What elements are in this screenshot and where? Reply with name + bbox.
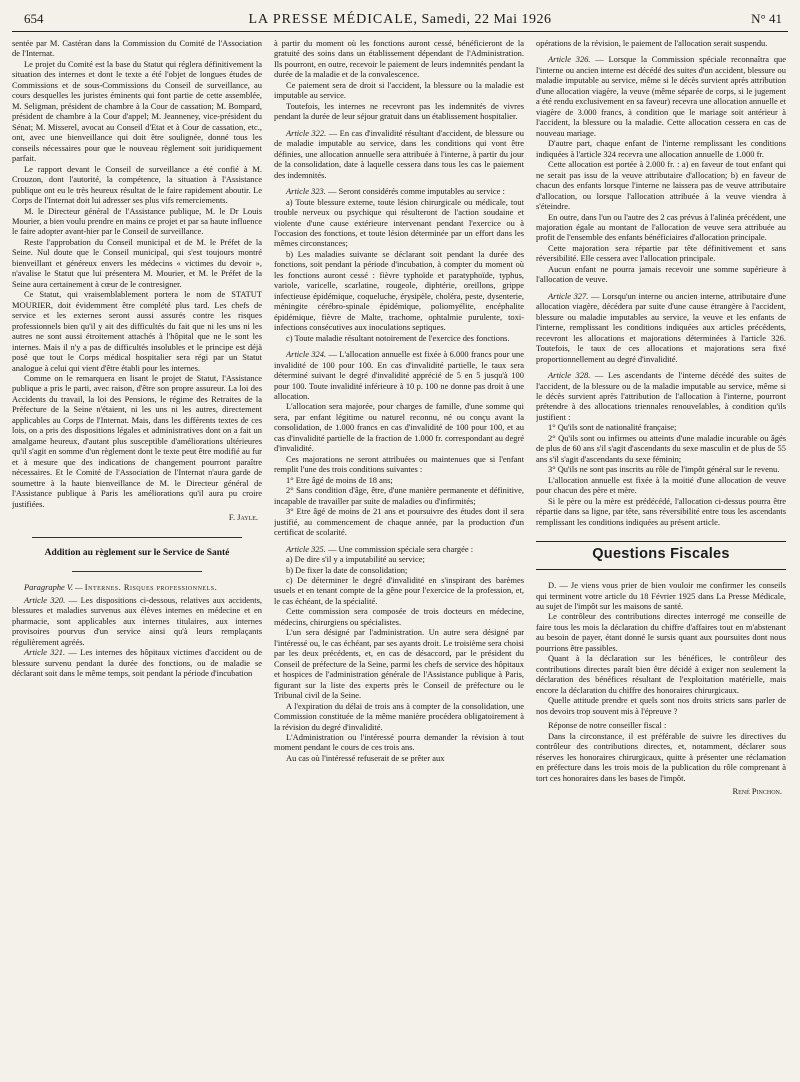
paragraph: L'Administration ou l'intéressé pourra demander la révision à tout moment pendant le cours de ces trois ans.: [274, 732, 524, 753]
paragraph: L'un sera désigné par l'administration. Un autre sera désigné par l'intéressé ou, le cas échéant, par ses ayants droit. Le troisième sera choisi par les deux précédents, et, en cas de désaccord, par le président du Conseil de préfecture de la Seine, parmi les chefs de service des hôpitaux et hospices de l'administration générale de l'Assistance publique à Paris, figurant sur la liste des experts près le Conseil de préfecture ou le Tribunal civil de la Seine.: [274, 627, 524, 701]
paragraph: Quant à la déclaration sur les bénéfices, le contrôleur des contributions directes paraît bien être décidé à exiger non seulement la déclaration des bénéfices résultant de l'exploitation matérielle, mais encore la déclaration du chiffre des honoraires chirurgicaux.: [536, 653, 786, 695]
paragraph: En outre, dans l'un ou l'autre des 2 cas prévus à l'alinéa précédent, une majoration égale au montant de l'allocation de veuve sera attribuée au profit de l'ensemble des enfants bénéficiaires d'allocation principale.: [536, 211, 786, 243]
paragraph: Cette commission sera composée de trois docteurs en médecine, médecins, chirurgiens ou spécialistes.: [274, 606, 524, 627]
list-item: a) De dire s'il y a imputabilité au service;: [286, 554, 425, 565]
article-325: [274, 544, 524, 554]
article-text: — Seront considérés comme imputables au service :: [325, 186, 505, 197]
list-item: c) Toute maladie résultant notoirement de l'exercice des fonctions.: [286, 332, 510, 343]
paragraph: Le rapport devant le Conseil de surveillance a été confié à M. Crouzon, dont l'autorité, la compétence, la situation à l'Assistance publique ont eu le très heureux résultat de le faire rapidement aboutir. Le Corps de l'Internat doit lui adresser ses plus vifs remerciements.: [12, 163, 262, 206]
paragraph: opérations de la révision, le paiement de l'allocation serait suspendu.: [536, 38, 768, 48]
section-header-box: [536, 541, 786, 570]
column-2: [274, 38, 524, 1078]
article-text: — En cas d'invalidité résultant d'accident, de blessure ou de maladie imputable au service, dans les conditions qui vont être définies, une allocation annuelle sera attribuée à l'interne, à partir du jour de la consolidation, date à laquelle cessera dans tous les cas le paiement des indemnités.: [274, 127, 524, 180]
paragraph: Cette majoration sera répartie par tête définitivement et sans réversibilité. Elle cessera avec l'allocation principale.: [536, 242, 786, 264]
columns: [12, 38, 788, 1078]
article-327: [536, 291, 786, 364]
paragraph: Reste l'approbation du Conseil municipal et de M. le Préfet de la Seine. Nul doute que le Conseil municipal, qui s'est toujours montré bienveillant et généreux envers les médecins « victimes du devoir », n'avalise le Statut que lui présentera M. Mourier, et M. le Préfet de la Seine aura certainement à cœur de le contresigner.: [12, 236, 262, 289]
paragraph: Le contrôleur des contributions directes interrogé me conseille de faire tous les mois la déclaration du chiffre d'affaires tout en m'abstenant au besoin de payer, étant donné le sursis quant aux poursuites dont nous pourrions être passibles.: [536, 611, 786, 653]
article-328: [536, 370, 786, 422]
section-title: Addition au règlement sur le Service de Santé: [44, 547, 230, 558]
paragraph: Comme on le remarquera en lisant le projet de Statut, l'Assistance publique a pris le parti, avec raison, d'être son propre assureur. La loi des Accidents du travail, la loi des Pensions, le régime des Retraites de la Préfecture de la Seine n'étaient, ni les uns ni les autres, directement applicables au Corps de l'Internat. Mais, dans les différents textes de ces lois, on a pris des dispositions légales et administratives dont on a fait un amalgame heureux, d'autant plus susceptible d'améliorations ultérieures qu'il s'agit en somme d'un règlement dont le texte peut être modifié au fur et à mesure que des indications de changement pourront paraître nécessaires. Et le Comité de l'Association de l'Internat n'aura garde de soumettre à la haute bienveillance de M. le Directeur général de l'Assistance publique à Paris les améliorations qu'il aura pu croire justifiées.: [12, 373, 262, 509]
paragraph: Ces majorations ne seront attribuées ou maintenues que si l'enfant remplit l'une des trois conditions suivantes :: [274, 453, 524, 475]
answer-heading: Réponse de notre conseiller fiscal :: [548, 720, 667, 731]
page-number: 654: [24, 11, 44, 26]
author-signature: René Pinchon.: [732, 785, 782, 796]
article-label: Article 321.: [24, 647, 66, 658]
question: D. — Je viens vous prier de bien vouloir me confirmer les conseils qui terminent votre article du 18 Février 1925 dans La Presse Médicale, au sujet de l'impôt sur les maisons de santé.: [536, 580, 786, 611]
paragraph: sentée par M. Castéran dans la Commission du Comité de l'Association de l'Internat.: [12, 38, 262, 59]
list-item: 3° Etre âgé de moins de 21 ans et poursuivre des études dont il sera justifié, au commencement de chaque année, par la production d'un certificat de scolarité.: [274, 506, 524, 538]
article-label: Article 320.: [24, 594, 66, 605]
article-324: [274, 349, 524, 401]
paragraph: L'allocation sera majorée, pour charges de famille, d'une somme qui sera, par enfant légitime ou naturel reconnu, né ou conçu avant la consolidation, de 1.000 francs en cas d'invalidité de 100 pour 100, et au cas d'invalidité partielle de la fraction de 1.000 fr. correspondant au degré d'invalidité.: [274, 401, 524, 454]
article-label: Article 324.: [286, 349, 327, 360]
list-item: 2° Qu'ils sont ou infirmes ou atteints d'une maladie incurable ou âgés de plus de 60 ans s'il s'agit d'ascendants du sexe masculin et de plus de 55 ans s'il s'agit d'ascendants du sexe féminin;: [536, 432, 786, 464]
article-text: — Lorsqu'un interne ou ancien interne, attributaire d'une allocation viagère, décédera par suite d'une cause étrangère à l'accident, blessure ou maladie imputables au service, la veuve et les enfants de l'interne, remplissant les conditions indiquées aux articles précédents, recevront les allocations et majorations déterminées à l'article 326. Toutefois, le taux de ces allocations et majorations sera fixé proportionnellement au degré d'invalidité.: [536, 290, 786, 364]
masthead: [12, 12, 788, 28]
paragraph: Aucun enfant ne pourra jamais recevoir une somme supérieure à l'allocation de veuve.: [536, 263, 786, 285]
list-item: c) De déterminer le degré d'invalidité en s'inspirant des barèmes usuels et en tenant compte de la gêne pour l'exercice de la profession, et, le cas échéant, de la spécialité.: [274, 574, 524, 606]
author-signature: F. Jayle.: [228, 512, 258, 523]
paragraph-label: Paragraphe V. —: [24, 582, 85, 593]
article-label: Article 325.: [286, 543, 326, 554]
article-323: [274, 186, 524, 196]
article-label: Article 328.: [548, 370, 591, 381]
section-divider: [32, 537, 242, 538]
paragraph: Le projet du Comité est la base du Statut qui réglera définitivement la situation des internes et dont le texte a été l'objet de longues études de Commissions et de sous-Commissions du Conseil de surveillance, au cours desquelles les juristes éminents qui font partie de cette assemblée, M. Seligman, président de chambre à la Cour de cassation; M. Bompard, président de chambre à la Cour d'appel; M. Jeanneney, vice-président du Sénat; M. Misserel, avocat au Conseil d'Etat et à Cour de cassation, etc., ont, avec une bienveillance qui doit être soulignée, donné tous les conseils nécessaires pour que le nouveau règlement soit juridiquement parfait.: [12, 58, 262, 164]
section-divider: [72, 571, 202, 572]
article-text: — Lorsque la Commission spéciale reconnaîtra que l'interne ou ancien interne est décédé des suites d'un accident, blessure ou maladie imputable au service, même si le décès survient après attribution d'une allocation viagère, la veuve (même séparée de corps, si le jugement a été rendu exclusivement en sa faveur) recevra une allocation annuelle et viagère de 3.000 francs, à condition que le mariage soit antérieur à l'accident, la blessure ou la maladie. Cette allocation cessera en cas de nouveau mariage.: [536, 54, 786, 138]
section-title: Questions Fiscales: [592, 546, 730, 563]
answer: Dans la circonstance, il est préférable de suivre les directives du contrôleur des contributions directes, et, notamment, déclarer sous réserves les honoraires chirurgicaux, quitte à présenter une réclamation en préfecture dans les trois mois de la publication du rôle comprenant à tort ces honoraires dans les bases de l'impôt.: [536, 730, 786, 783]
list-item: 3° Qu'ils ne sont pas inscrits au rôle de l'impôt général sur le revenu.: [548, 464, 780, 475]
article-320: [12, 595, 262, 647]
list-item: a) Toute blessure externe, toute lésion chirurgicale ou médicale, tout trouble nerveux ou psychique qui résulteront de l'action soudaine et violente d'une cause extérieure intervenant pendant l'exercice ou à l'occasion des fonctions, et toute lésion déterminée par un effort dans les mêmes circonstances;: [274, 196, 524, 249]
paragraph: à partir du moment où les fonctions auront cessé, bénéficieront de la gratuité des soins dans un établissement dépendant de l'Administration. Ils pourront, en outre, recevoir le paiement de leurs indemnités pendant la durée de la maladie et de la convalescence.: [274, 38, 524, 80]
column-3: [536, 38, 786, 1078]
article-text: — Une commission spéciale sera chargée :: [325, 543, 474, 554]
publication-name: LA PRESSE MÉDICALE: [248, 12, 414, 27]
article-label: Article 323.: [286, 186, 326, 197]
list-item: 1° Qu'ils sont de nationalité française;: [548, 422, 677, 433]
paragraph: L'allocation annuelle est fixée à la moitié d'une allocation de veuve pour chacun des père et mère.: [536, 474, 786, 496]
paragraph: D'autre part, chaque enfant de l'interne remplissant les conditions indiquées à l'article 324 recevra une allocation annuelle de 1.000 fr.: [536, 138, 786, 159]
article-text: — Les ascendants de l'interne décédé des suites de l'accident, de la blessure ou de la maladie imputable au service, même si le décès survient après l'attribution de l'allocation à l'interne, pourront prétendre à des allocations triennales renouvelables, à condition qu'ils justifient :: [536, 370, 786, 422]
article-321: [12, 647, 262, 678]
paragraph: Toutefois, les internes ne recevront pas les indemnités de vivres pendant la durée de leur séjour gratuit dans un établissement hospitalier.: [274, 100, 524, 122]
issue-number: N° 41: [751, 11, 782, 26]
paragraph: Si le père ou la mère est prédécédé, l'allocation ci-dessus pourra être répartie dans sa ligne, par tête, sans réversibilité entre tous les ascendants remplissant les conditions indiquées au présent article.: [536, 495, 786, 527]
issue-date: , Samedi, 22 Mai 1926: [413, 12, 552, 27]
article-text: — Les internes des hôpitaux victimes d'accident ou de blessure survenu pendant la durée des fonctions, ou de maladie se déclarant soit dans le même temps, soit pendant la période d'incubation: [12, 647, 262, 679]
paragraph: Au cas où l'intéressé refuserait de se prêter aux: [286, 752, 445, 763]
article-326: [536, 54, 786, 138]
paragraph: M. le Directeur général de l'Assistance publique, M. le Dr Louis Mourier, a bien voulu prendre en mains ce projet et par sa haute influence le faire adopter avant-hier par le Conseil de surveillance.: [12, 205, 262, 237]
article-label: Article 326.: [548, 54, 591, 65]
paragraph: Ce paiement sera de droit si l'accident, la blessure ou la maladie est imputable au service.: [274, 79, 524, 101]
page-header: [12, 6, 788, 32]
article-label: Article 322.: [286, 127, 327, 138]
article-text: — L'allocation annuelle est fixée à 6.000 francs pour une invalidité de 100 pour 100. En cas d'invalidité partielle, le taux sera déterminé suivant le degré d'invalidité apprécié de 5 en 5 jusqu'à 100 pour 100. Toute invalidité inférieure à 10 p. 100 ne donne pas droit à une allocation.: [274, 349, 524, 401]
list-item: b) Les maladies suivante se déclarant soit pendant la durée des fonctions, soit pendant la période d'incubation, à compter du moment où les fonctions auront cessé : fièvre typhoïde et paratyphoïde, typhus, variole, varicelle, scarlatine, rougeole, diphtérie, oreillons, grippe infectieuse épidémique, coqueluche, érysipèle, choléra, peste, dysenterie, méningite cérébro-spinale épidémique, poliomyélite, encéphalite épidémique, fièvre de Malte, trachome, ophtalmie purulente, toxi-infections consécutives aux inoculations septiques.: [274, 248, 524, 333]
article-322: [274, 128, 524, 180]
paragraph: Cette allocation est portée à 2.000 fr. : a) en faveur de tout enfant qui ne serait pas issu de la veuve attributaire d'allocation; b) en faveur de chacun des enfants lorsque l'interne ne laissera pas de veuve attributaire d'allocation, ou lorsque l'allocation attribuée à la veuve viendra à s'éteindre.: [536, 159, 786, 212]
paragraph-subject: Internes. Risques professionnels.: [84, 582, 218, 593]
paragraph: A l'expiration du délai de trois ans à compter de la consolidation, une Commission constituée de la même manière procédera obligatoirement à la révision du degré d'invalidité.: [274, 700, 524, 732]
article-text: — Les dispositions ci-dessous, relatives aux accidents, blessures et maladies survenus aux élèves internes en médecine et en pharmacie, sont applicables aux internes titulaires, aux internes provisoires pourvus d'un service ainsi qu'à leurs remplaçants régulièrement agréés.: [12, 594, 262, 647]
paragraph: Ce Statut, qui vraisemblablement portera le nom de STATUT MOURIER, doit évidemment être complété plus tard. Les chefs de service et les externes seront aussi assurés contre les risques professionnels bien qu'il y ait des difficultés du fait que ni les uns ni les autres ne sont aussi étroitement attachés à l'hôpital que ne le sont les internes. Mais il n'y a pas de difficultés insolubles et le principe est déjà posé que tout le Corps médical hospitalier sera régi par un Statut analogue à celui qui vient d'être établi pour les internes.: [12, 289, 262, 373]
list-item: b) De fixer la date de consolidation;: [286, 564, 408, 575]
list-item: 2° Sans condition d'âge, être, d'une manière permanente et définitive, incapable de travailler par suite de maladies ou d'infirmités;: [274, 485, 524, 506]
paragraph-heading: [12, 582, 262, 592]
column-1: [12, 38, 262, 1078]
article-label: Article 327.: [548, 290, 589, 301]
paragraph: Quelle attitude prendre et quels sont nos droits stricts sans parler de nos devoirs trop souvent mis à l'épreuve ?: [536, 695, 786, 716]
list-item: 1° Etre âgé de moins de 18 ans;: [286, 474, 393, 485]
